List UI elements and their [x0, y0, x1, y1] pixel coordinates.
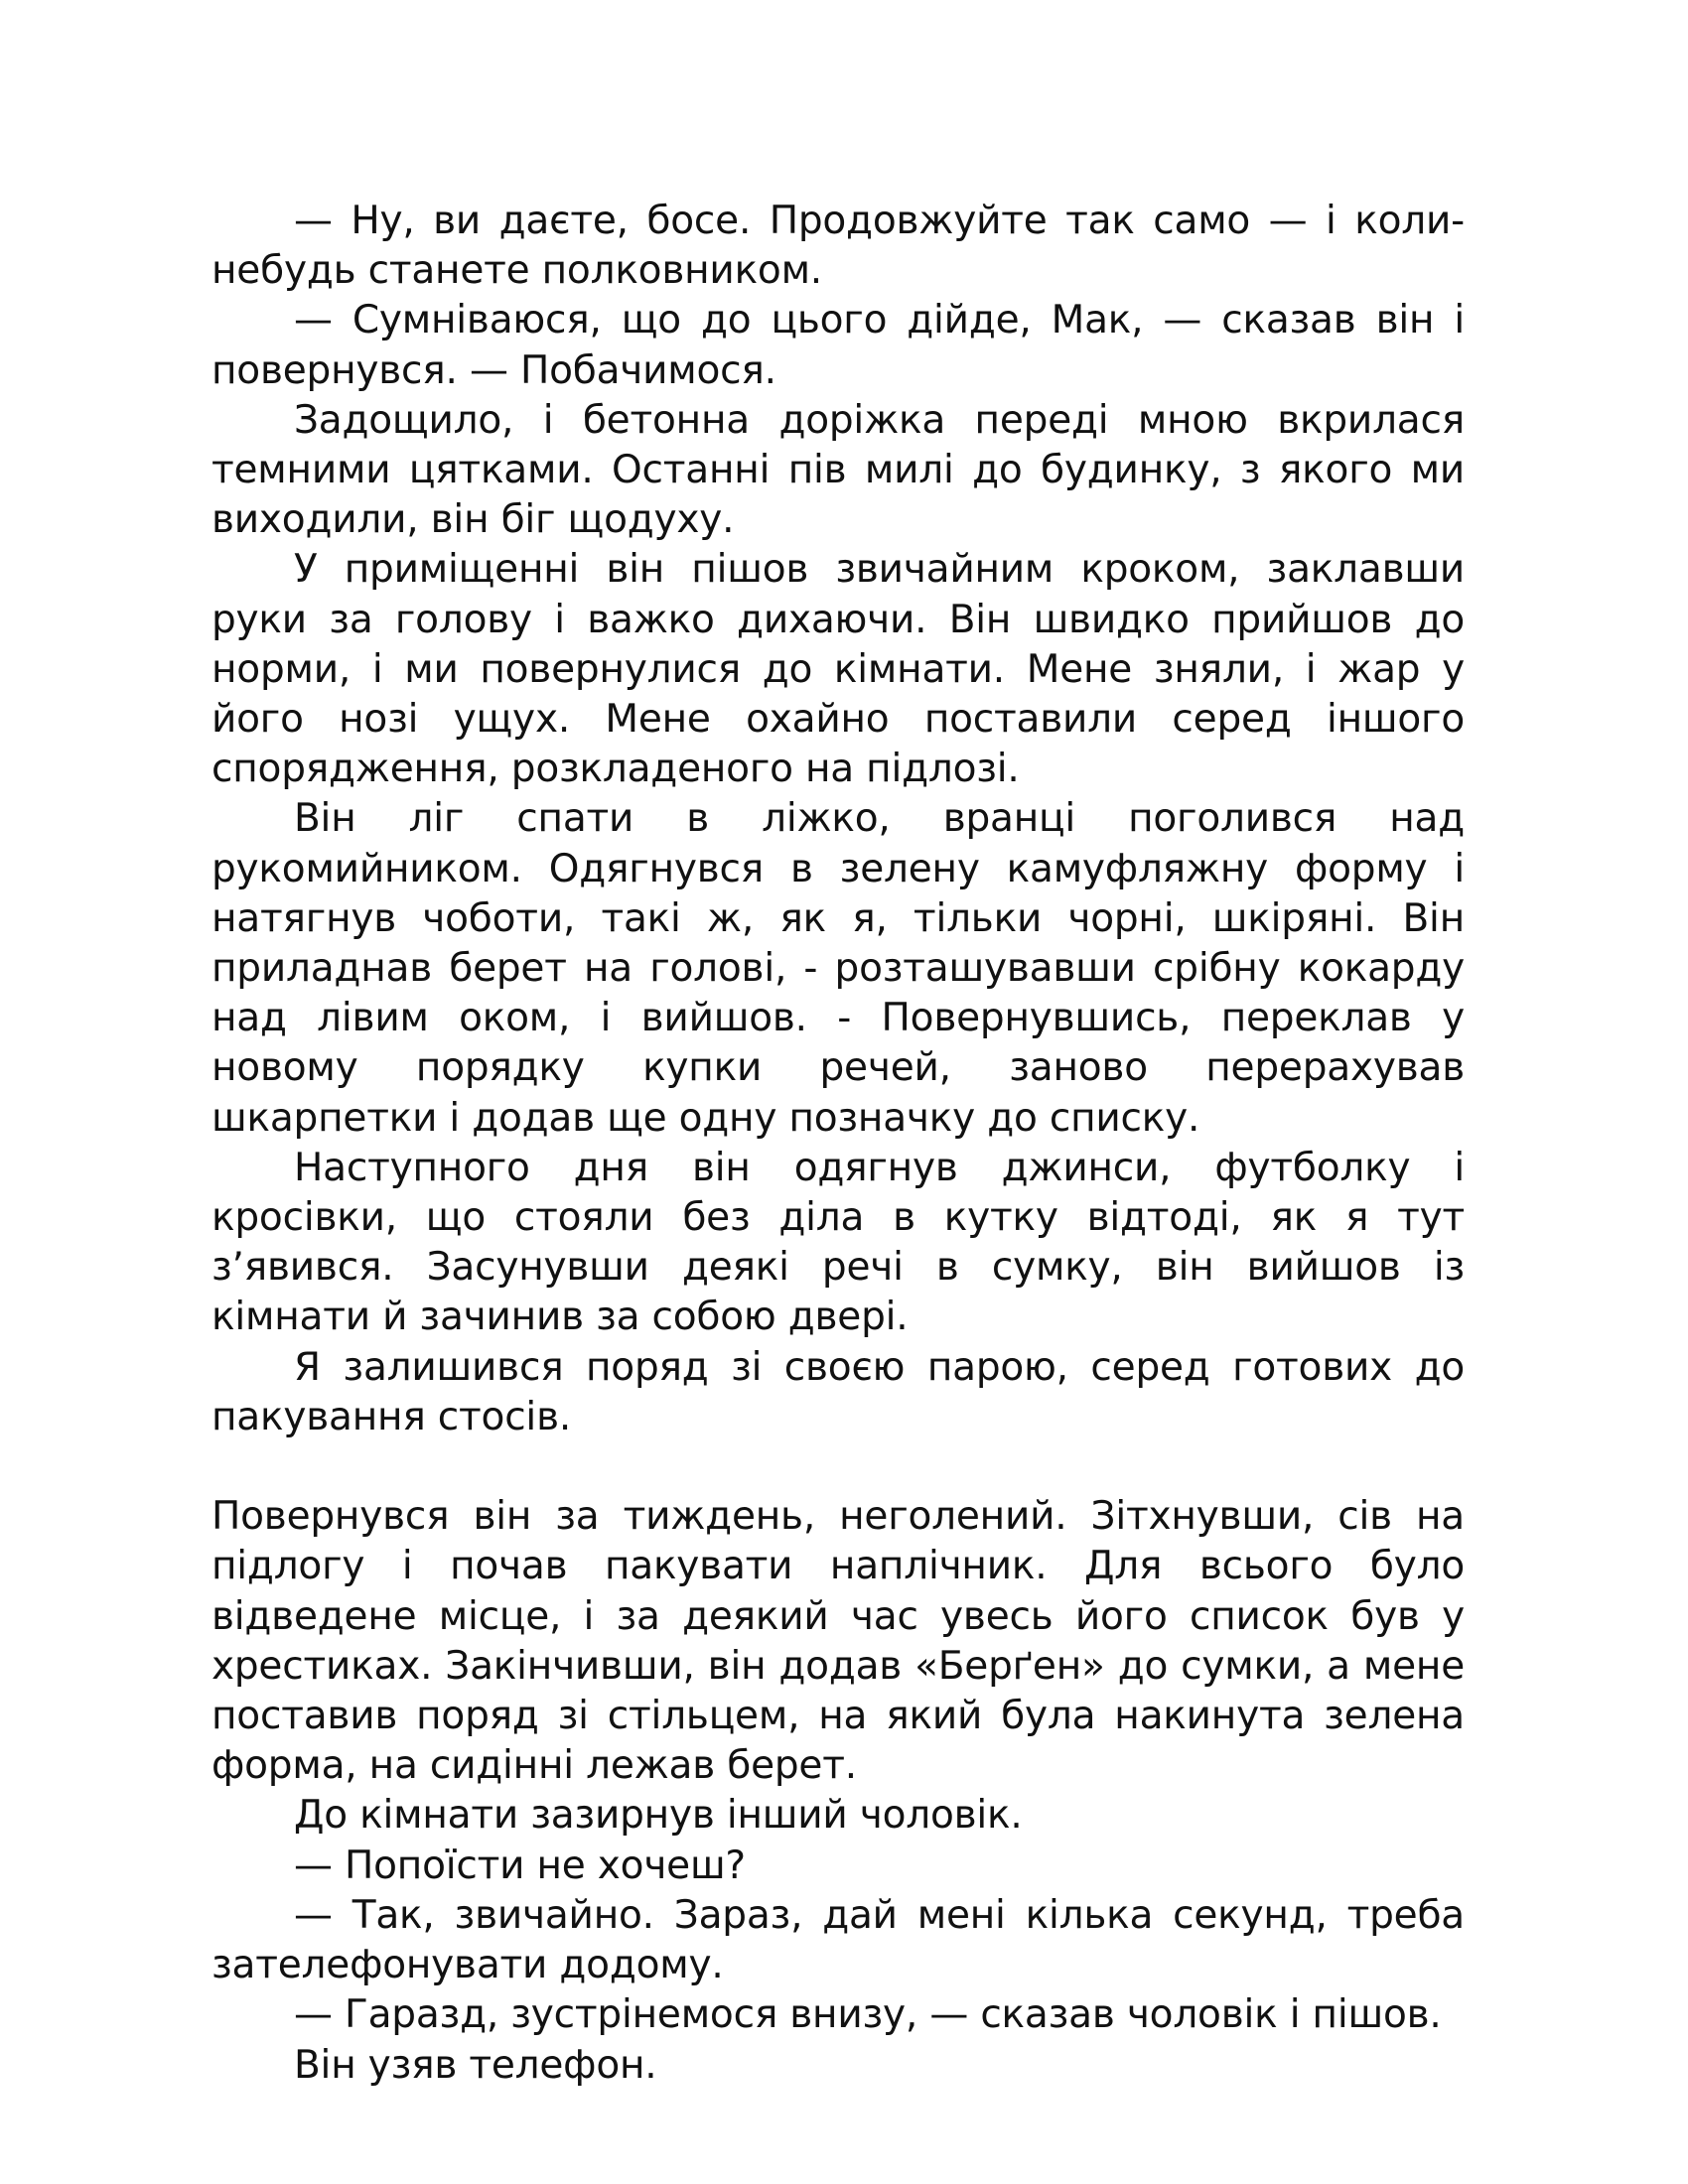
paragraph-8: Повернувся він за тиждень, неголений. Зітхнувши, сів на підлогу і почав пакувати наплічник. Для всього було відведене місце, і за деякий час увесь його список був у хрестиках. Закінчивши, він додав «Берґен» до сумки, а мене поставив поряд зі стільцем, на який була накинута зелена форма, на сидінні лежав берет.	[211, 1494, 1465, 1789]
paragraph-1: — Ну, ви даєте, босе. Продовжуйте так само — і коли-небудь станете полковником.	[211, 199, 1465, 294]
paragraph-3: Задощило, і бетонна доріжка переді мною вкрилася темними цятками. Останні пів милі до будинку, з якого ми виходили, він біг щодуху.	[211, 397, 1465, 543]
paragraph-12: — Гаразд, зустрінемося внизу, — сказав чоловік і пішов.	[294, 1992, 1442, 2038]
paragraph-6: Наступного дня він одягнув джинси, футболку і кросівки, що стояли без діла в кутку відтоді, як я тут з’явився. Засунувши деякі речі в сумку, він вийшов із кімнати й зачинив за собою двері.	[211, 1145, 1465, 1340]
paragraph-7: Я залишився поряд зі своєю парою, серед готових до пакування стосів.	[211, 1344, 1465, 1439]
paragraph-10: — Попоїсти не хочеш?	[294, 1843, 746, 1888]
paragraph-2: — Сумніваюся, що до цього дійде, Мак, — сказав він і повернувся. — Побачимося.	[211, 298, 1465, 393]
paragraph-5: Він ліг спати в ліжко, вранці поголився над рукомийником. Одягнувся в зелену камуфляжну форму і натягнув чоботи, такі ж, як я, тільки чорні, шкіряні. Він приладнав берет на голові, - розташувавши срібну кокарду над лівим оком, і вийшов. - Повернувшись, переклав у новому порядку купки речей, заново перерахував шкарпетки і додав ще одну позначку до списку.	[211, 796, 1465, 1141]
paragraph-13: Він узяв телефон.	[294, 2042, 657, 2088]
paragraph-9: До кімнати зазирнув інший чоловік.	[294, 1793, 1023, 1839]
section-break	[211, 1442, 1465, 1492]
paragraph-4: У приміщенні він пішов звичайним кроком, заклавши руки за голову і важко дихаючи. Він швидко прийшов до норми, і ми повернулися до кімнати. Мене зняли, і жар у його нозі ущух. Мене охайно поставили серед іншого спорядження, розкладеного на підлозі.	[211, 547, 1465, 792]
paragraph-11: — Так, звичайно. Зараз, дай мені кілька секунд, треба зателефонувати додому.	[211, 1892, 1465, 1988]
document-page	[211, 197, 1465, 2091]
